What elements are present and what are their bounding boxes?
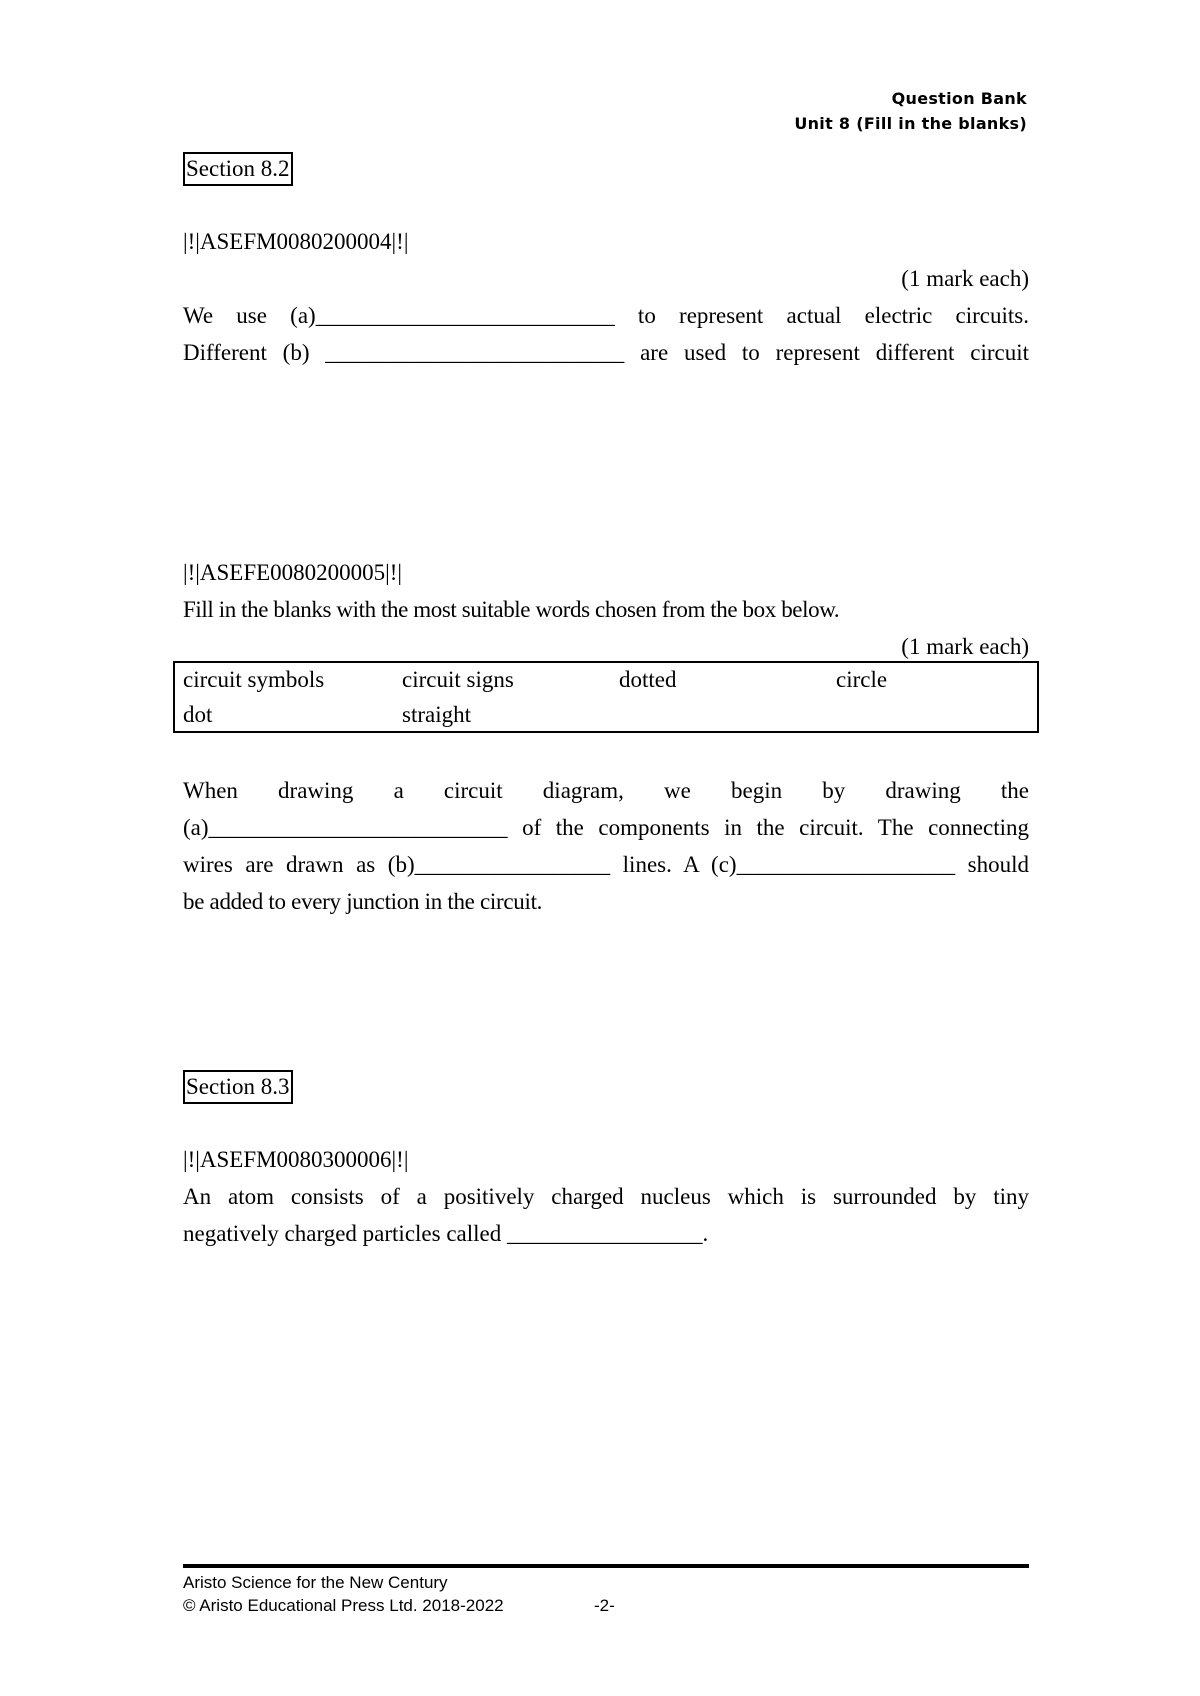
page-footer	[183, 1571, 615, 1617]
page-number: -2-	[594, 1596, 615, 1615]
marks-note: (1 mark each)	[901, 266, 1029, 291]
word-bank-item: straight	[402, 702, 471, 727]
question-id: |!|ASEFM0080200004|!|	[183, 229, 409, 254]
marks-note: (1 mark each)	[901, 634, 1029, 659]
word-bank-box	[173, 661, 1039, 733]
word-bank-item: circuit symbols	[183, 667, 325, 692]
page-header	[794, 86, 1027, 136]
footer-publication: Aristo Science for the New Century	[183, 1573, 448, 1592]
question-id: |!|ASEFE0080200005|!|	[183, 560, 403, 585]
question-text-line: We use (a)__________________________ to represent actual electric circuits.	[183, 303, 1029, 328]
question-text-line: When drawing a circuit diagram, we begin by drawing the	[183, 778, 1029, 803]
question-id: |!|ASEFM0080300006|!|	[183, 1147, 409, 1172]
word-bank-item: circuit signs	[402, 667, 514, 692]
question-instruction: Fill in the blanks with the most suitable words chosen from the box below.	[183, 597, 840, 622]
footer-copyright: © Aristo Educational Press Ltd. 2018-2022	[183, 1596, 504, 1615]
section-label: Section 8.2	[183, 152, 293, 186]
question-text-line: (a)__________________________ of the components in the circuit. The connecting	[183, 815, 1029, 840]
header-title: Question Bank	[891, 89, 1027, 108]
word-bank-item: dotted	[619, 667, 677, 692]
question-text-line: be added to every junction in the circuit.	[183, 889, 543, 914]
question-text-line: negatively charged particles called _________________.	[183, 1221, 709, 1246]
question-text-line: wires are drawn as (b)_________________ lines. A (c)___________________ should	[183, 852, 1029, 877]
section-8-2-heading	[183, 150, 293, 187]
word-bank-item: circle	[836, 667, 888, 692]
section-8-3-heading	[183, 1068, 293, 1105]
header-unit: Unit 8 (Fill in the blanks)	[794, 114, 1027, 133]
footer-divider	[183, 1564, 1029, 1568]
question-text-line: An atom consists of a positively charged nucleus which is surrounded by tiny	[183, 1184, 1029, 1209]
word-bank-item: dot	[183, 702, 213, 727]
section-label: Section 8.3	[183, 1070, 293, 1104]
question-text-line: Different (b) __________________________ are used to represent different circuit	[183, 340, 1029, 365]
